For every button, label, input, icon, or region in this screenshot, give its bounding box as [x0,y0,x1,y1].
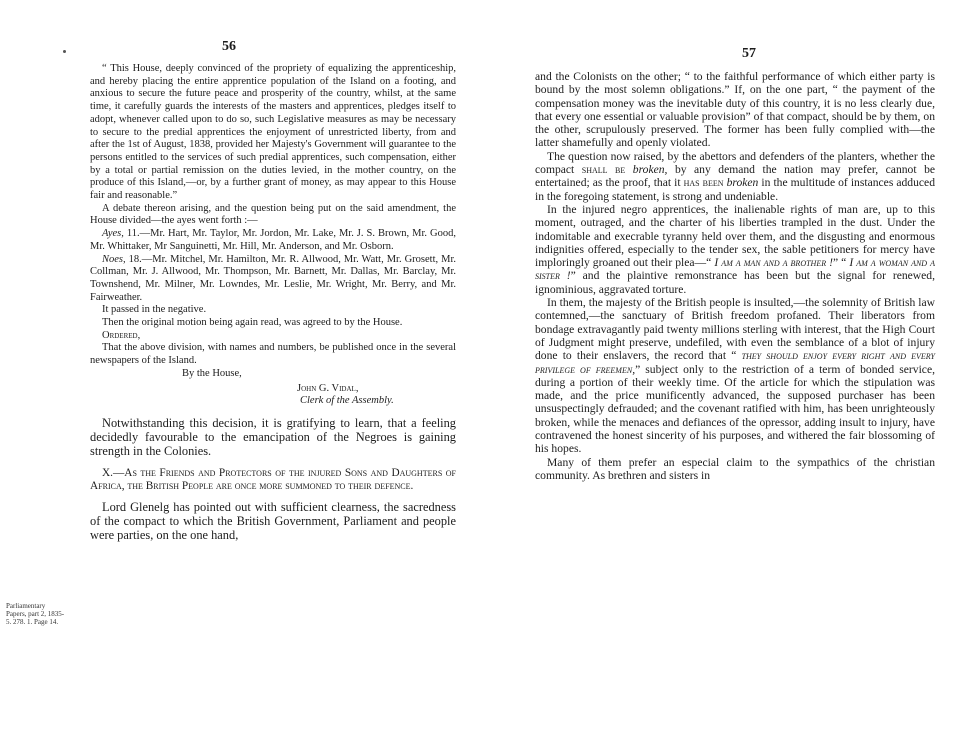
noes-paragraph [90,254,456,305]
noes-label: Noes, [102,253,126,265]
text-run: ” and the plaintive remonstrance has been but the signal for renewed, ignominious, aggravated torture. [535,269,935,296]
signatory-name: John G. Vidal, [297,382,359,394]
publish-paragraph: That the above division, with names and numbers, be published once in the several newspapers of the Island. [90,342,456,367]
noes-text: 18.—Mr. Mitchel, Mr. Hamilton, Mr. R. Allwood, Mr. Watt, Mr. Grosett, Mr. Collman, Mr. J. Allwood, Mr. Thompson, Mr. Barnett, Mr. Dallas, Mr. Barclay, Mr. Townshend, Mr. Milner, Mr. Lowndes, Mr. Leslie, Mr. Wright, Mr. Berry, and Mr. Fairweather. [90,253,456,303]
text-run: The question now raised, by the abettors and defenders of the planters, whether the compact [535,149,935,177]
speck-mark [63,50,66,53]
amendment-paragraph: A debate thereon arising, and the question being put on the said amendment, the House divided—the ayes went forth :— [90,202,456,227]
negative-line: It passed in the negative. [102,304,207,316]
majesty-paragraph [535,296,935,456]
text-run: ” subject only to the restriction of a term of bonded service, during a portion of their weekly time. Of the article for which the stipulation was made, and the price munificently advanced, the supposed purchaser has been unsuspectingly defrauded; and the covenant ratified with him, has been unrighteously broken, while the menaces and defiances of the opressor, adding insult to injury, have contravened the honest sincerity of his purposes, and withered the fair blossoming of his hopes. [535,362,936,456]
right-page [490,0,980,729]
ayes-text: 11.—Mr. Hart, Mr. Taylor, Mr. Jordon, Mr. Lake, Mr. J. S. Brown, Mr. Good, Mr. Whittaker, Mr Sanguinetti, Mr. Hill, Mr. Anderson, and Mr. Osborn. [90,228,457,252]
text-run: by any demand the nation may prefer, cannot be entertained; as the proof, that it [535,163,936,190]
notwithstanding-paragraph: Notwithstanding this decision, it is gratifying to learn, that a feeling decidedly favourable to the emancipation of the Negroes is gaining strength in the Colonies. [90,415,456,459]
resolution-quote: “ This House, deeply convinced of the propriety of equalizing the apprenticeship, and hereby placing the entire apprentice population of the Island on a footing, and anxious to secure the future peace and prosperity of the country, whilst, at the same time, it carefully guards the interests of the masters and apprentices, pledges itself to adopt, whenever called upon to do so, such Legislative measures as may be necessary to secure to the predial apprentices the enjoyment of unrestricted liberty, from and after the 1st of August, 1838, provided her Majesty's Government will guarantee to the persons entitled to the services of such predial apprentices, such compensation, either by a total or partial remission on the duties levied, in the mother country, on the produce of this Island,—or, by a further grant of money, as may appear to this House fair and reasonable.” [90,63,456,202]
page-number-left: 56 [222,39,236,54]
question-paragraph [535,150,935,203]
ordered-label: Ordered, [102,329,141,341]
text-run: ” “ [833,256,850,270]
text-run: they should enjoy every right and every privilege of freemen, [535,349,935,376]
compact-paragraph: and the Colonists on the other; “ to the faithful performance of which either party is bound by the most solemn obligations.” If, on the one part, “ the payment of the compensation money was the inevitable duty of this country, it is no less clearly due, that every one essential or valuable provision” of that compact, should be by them, on the other, scrupulously preserved. The former has been fully complied with—the latter shamefully and openly violated. [535,70,935,150]
text-run: broken [723,176,759,190]
sympathics-paragraph: Many of them prefer an especial claim to the sympathics of the christian community. As brethren and sisters in [535,455,935,482]
text-run: In them, the majesty of the British people is insulted,—the solemnity of British law contemned,—the sanctuary of British freedom profaned. Their liberators from bondage extravagantly paid twenty millions sterling with interest, that the High Court of Judgment might preserve, undefiled, with even the semblance of a blot of injury done to their enslavers, the record that “ [535,296,935,363]
signatory-title: Clerk of the Assembly. [300,395,394,407]
injured-apprentices-paragraph [535,203,935,296]
right-text-column [535,70,935,482]
text-run: in the multitude of instances adduced in the foregoing statement, is strong and undeniable. [535,176,935,203]
original-motion-paragraph: Then the original motion being again read, was agreed to by the House. [102,317,403,329]
text-run: I am a man and a brother ! [714,256,833,270]
left-text-column [90,63,456,542]
ayes-label: Ayes, [102,228,124,240]
by-the-house: By the House, [182,367,242,379]
text-run: has been [683,176,724,190]
text-run: I am a woman and a sister ! [535,256,935,283]
margin-note: Parliamentary Papers, part 2, 1835-5. 278. 1. Page 14. [6,602,65,626]
text-run: broken, [625,163,668,177]
ayes-paragraph [90,228,456,253]
text-run: In the injured negro apprentices, the inalienable rights of man are, up to this moment, outraged, and the charter of his liberties trampled in the dust. Under the indomitable and execrable tyranny held over them, and the disgusting and enormous indignities offered, especially to the tender sex, the sable petitioners for mercy have imploringly groaned out their plea—“ [535,202,935,270]
page-number-right: 57 [742,46,756,61]
glenelg-paragraph: Lord Glenelg has pointed out with sufficient clearness, the sacredness of the compact to which the British Government, Parliament and people were parties, on the one hand, [90,499,456,543]
text-run: shall be [581,163,626,177]
section-heading: X.—As the Friends and Protectors of the injured Sons and Daughters of Africa, the British People are once more summoned to their defence. [90,466,456,493]
